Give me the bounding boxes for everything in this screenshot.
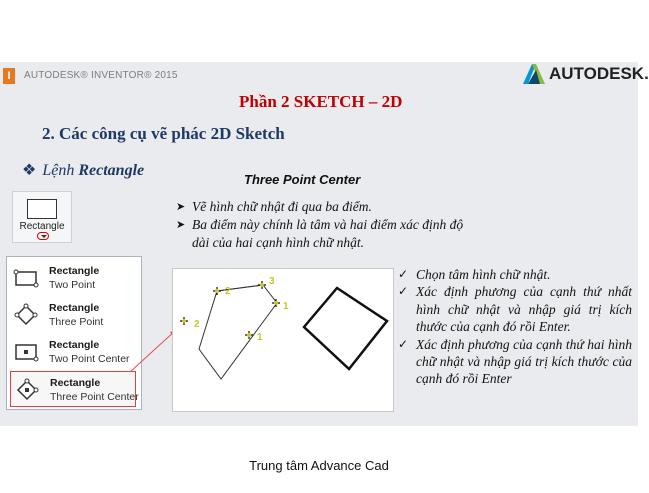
three-point-center-diagram [172, 268, 394, 412]
point-label: 1 [283, 301, 289, 312]
rectangle-icon [27, 199, 57, 219]
menu-item-name: Rectangle [50, 377, 101, 389]
point-label: 2 [225, 286, 231, 297]
intro-bullet-list [176, 198, 476, 252]
rectangle-two-point-center-icon [13, 339, 39, 365]
command-prefix: Lệnh [42, 162, 75, 179]
diamond-bullet-icon: ❖ [22, 162, 37, 179]
menu-item-name: Rectangle [49, 265, 100, 277]
menu-item-two-point-center[interactable] [10, 334, 136, 370]
diagram-canvas [173, 269, 395, 413]
menu-item-name: Rectangle [49, 302, 100, 314]
method-title: Three Point Center [244, 172, 361, 187]
step-bullet-list [398, 266, 632, 388]
rectangle-two-point-icon [13, 265, 39, 291]
menu-item-sub: Three Point [49, 316, 104, 328]
menu-item-sub: Three Point Center [50, 391, 139, 403]
rectangle-three-point-icon [13, 302, 39, 328]
step-bullet: ✓ Xác định phương của cạnh thứ hai hình chữ nhật và nhập giá trị kích thước của cạnh đó rồi Enter [398, 336, 632, 388]
intro-bullet: ➤ Vẽ hình chữ nhật đi qua ba điểm. [176, 198, 476, 216]
rectangle-three-point-center-icon [14, 377, 40, 403]
step-bullet: ✓ Chọn tâm hình chữ nhật. [398, 266, 632, 283]
app-title: AUTODESK® INVENTOR® 2015 [24, 70, 178, 81]
step-bullet: ✓ Xác định phương của cạnh thứ nhất hình chữ nhật và nhập giá trị kích thước của cạnh đó rồi Enter. [398, 283, 632, 335]
footer-caption: Trung tâm Advance Cad [249, 458, 389, 473]
point-label: 2 [194, 319, 200, 330]
inventor-logo: I [3, 68, 15, 84]
command-name: Rectangle [78, 162, 145, 179]
command-heading [22, 160, 144, 180]
menu-item-name: Rectangle [49, 339, 100, 351]
point-label: 3 [269, 276, 275, 287]
rectangle-dropdown-menu [6, 256, 142, 410]
autodesk-logo-icon [523, 64, 545, 84]
rectangle-ribbon-button[interactable] [12, 191, 72, 243]
brand-name: AUTODESK. [549, 64, 649, 83]
intro-bullet: ➤ Ba điểm này chính là tâm và hai điểm xác định độ dài của hai cạnh hình chữ nhật. [176, 216, 476, 252]
menu-item-three-point[interactable] [10, 297, 136, 333]
point-label: 1 [257, 332, 263, 343]
menu-item-sub: Two Point [49, 279, 96, 291]
menu-item-two-point[interactable] [10, 260, 136, 296]
section-title: 2. Các công cụ vẽ phác 2D Sketch [42, 124, 285, 143]
dropdown-arrow-icon[interactable] [37, 232, 49, 240]
menu-item-three-point-center[interactable] [10, 371, 139, 407]
ribbon-label: Rectangle [19, 221, 65, 232]
part-title: Phần 2 SKETCH – 2D [239, 92, 403, 111]
menu-item-sub: Two Point Center [49, 353, 130, 365]
